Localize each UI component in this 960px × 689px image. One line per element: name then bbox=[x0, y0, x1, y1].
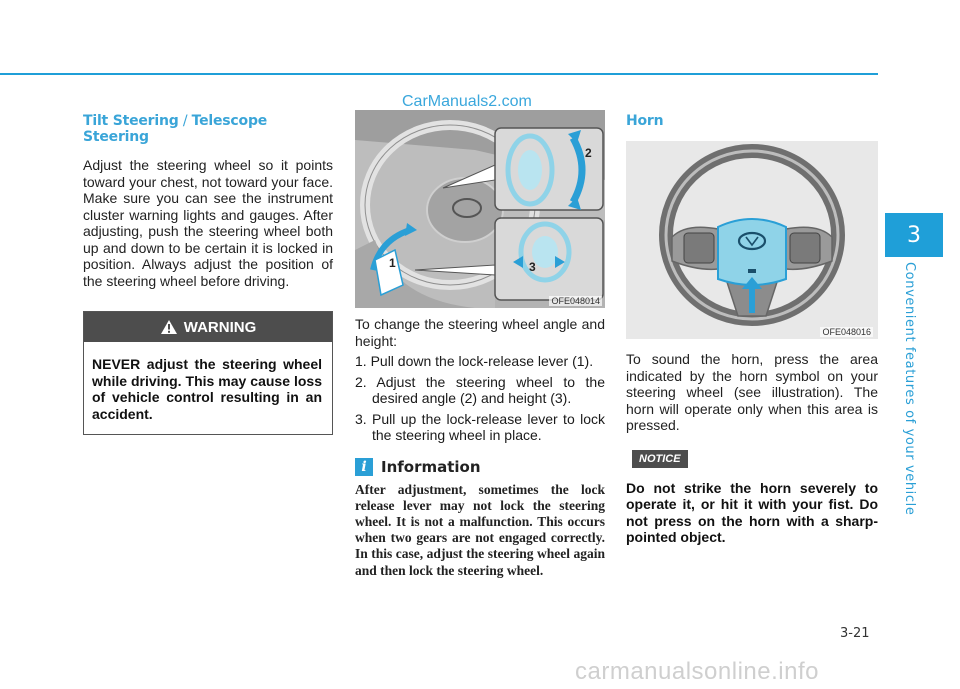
tilt-steering-body: Adjust the steering wheel so it points toward your chest, not toward your face. Make sure you can see the instrument cluster warning lights and gauges. After adjusting, push the steering wheel both up and down to be certain it is locked in position. Always adjust the position of the steering wheel before driving. bbox=[83, 157, 333, 289]
notice-body: Do not strike the horn severely to operate it, or hit it with your fist. Do not press on the horn with a sharp-pointed object. bbox=[626, 479, 878, 545]
horn-illustration bbox=[626, 141, 876, 339]
steps-list bbox=[355, 353, 605, 444]
heading-part-telescope: Telescope Steering bbox=[83, 113, 268, 145]
heading-part-tilt: Tilt Steering bbox=[83, 113, 179, 129]
warning-label: WARNING bbox=[183, 318, 257, 336]
watermark-top[interactable]: CarManuals2.com bbox=[402, 93, 532, 110]
warning-body: NEVER adjust the steering wheel while driving. This may cause loss of vehicle control resulting in an accident. bbox=[92, 356, 322, 422]
figure-code-1: OFE048014 bbox=[551, 296, 600, 306]
horn-body: To sound the horn, press the area indicated by the horn symbol on your steering wheel (see illustration). The horn will operate only when this area is pressed. bbox=[626, 351, 878, 433]
horn-heading: Horn bbox=[626, 113, 664, 129]
step-item: 1. Pull down the lock-release lever (1). bbox=[355, 353, 594, 369]
callout-2: 2 bbox=[585, 146, 592, 160]
column-tilt-steering bbox=[83, 110, 333, 435]
chapter-number-tab[interactable]: 3 bbox=[885, 213, 943, 257]
information-icon: i bbox=[355, 458, 373, 476]
steps-intro: To change the steering wheel angle and height: bbox=[355, 316, 605, 349]
steering-adjust-drawing bbox=[355, 110, 605, 308]
heading-slash: / bbox=[178, 113, 192, 129]
page-number: 3-21 bbox=[840, 626, 870, 641]
column-horn bbox=[626, 110, 878, 546]
information-header bbox=[355, 458, 605, 476]
watermark-bottom[interactable]: carmanualsonline.info bbox=[575, 658, 819, 685]
warning-box bbox=[83, 311, 333, 435]
notice-badge: NOTICE bbox=[632, 450, 688, 468]
information-title: Information bbox=[381, 457, 481, 476]
callout-1: 1 bbox=[389, 256, 396, 270]
chapter-title-vertical bbox=[899, 262, 923, 516]
header-rule bbox=[0, 73, 878, 75]
step-item: 2. Adjust the steering wheel to the desired angle (2) and height (3). bbox=[355, 373, 605, 406]
callout-3: 3 bbox=[529, 260, 536, 274]
column-steering-adjust bbox=[355, 110, 605, 579]
horn-steering-wheel-drawing bbox=[626, 141, 878, 339]
steering-adjust-illustration bbox=[355, 110, 605, 308]
step-item: 3. Pull up the lock-release lever to lock the steering wheel in place. bbox=[355, 410, 605, 443]
warning-header bbox=[84, 312, 332, 342]
warning-triangle-icon bbox=[160, 319, 178, 335]
tilt-steering-heading bbox=[83, 113, 333, 145]
figure-code-3: OFE048016 bbox=[822, 327, 871, 337]
chapter-title-text: Convenient features of your vehicle bbox=[902, 262, 917, 516]
information-body: After adjustment, sometimes the lock release lever may not lock the steering wheel. It is not a malfunction. This occurs when two gears are not engaged correctly. In this case, adjust the steering wheel again and then lock the steering wheel. bbox=[355, 481, 605, 578]
